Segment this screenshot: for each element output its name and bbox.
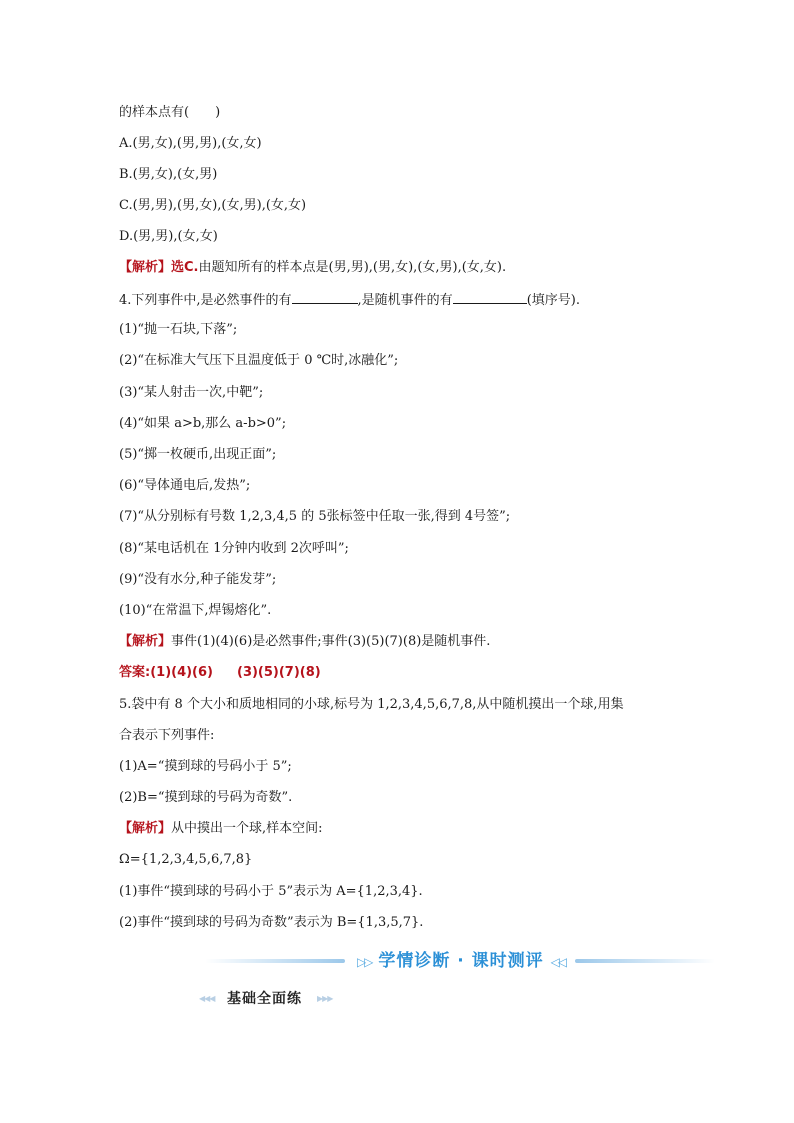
answer-random: (3)(5)(7)(8) xyxy=(237,665,321,680)
q4-stem-part-b: ,是随机事件的有 xyxy=(357,293,453,308)
banner-left-bar xyxy=(205,959,345,963)
q4-item-3: (3)“某人射击一次,中靶”; xyxy=(119,385,264,400)
q4-stem xyxy=(119,290,580,310)
q4-item-1: (1)“抛一石块,下落”; xyxy=(119,322,238,337)
analysis-text: 从中摸出一个球,样本空间: xyxy=(171,821,323,836)
section-banner xyxy=(205,948,715,974)
answer-blank-2 xyxy=(453,290,527,304)
q3-option-c: C.(男,男),(男,女),(女,男),(女,女) xyxy=(119,198,307,213)
q5-stem-line-2: 合表示下列事件: xyxy=(119,728,215,743)
analysis-choice: 选C. xyxy=(171,260,199,275)
double-arrow-left-icon: ◁◁ xyxy=(550,955,566,969)
q4-analysis xyxy=(119,633,490,651)
q5-item-1: (1)A=“摸到球的号码小于 5”; xyxy=(119,759,292,774)
arrows-left-icon: ◀◀◀ xyxy=(199,994,215,1003)
banner-right-bar xyxy=(575,959,715,963)
q5-item-2: (2)B=“摸到球的号码为奇数”. xyxy=(119,790,293,805)
q3-option-d: D.(男,男),(女,女) xyxy=(119,229,218,244)
q5-omega: Ω={1,2,3,4,5,6,7,8} xyxy=(119,852,253,867)
q5-result-2: (2)事件“摸到球的号码为奇数”表示为 B={1,3,5,7}. xyxy=(119,915,424,930)
q4-item-7: (7)“从分别标有号数 1,2,3,4,5 的 5张标签中任取一张,得到 4号签”; xyxy=(119,509,511,524)
double-arrow-right-icon: ▷▷ xyxy=(356,955,372,969)
section-subtitle xyxy=(197,988,357,1010)
banner-title xyxy=(351,948,571,975)
q4-item-5: (5)“掷一枚硬币,出现正面”; xyxy=(119,447,277,462)
q4-item-8: (8)“某电话机在 1分钟内收到 2次呼叫”; xyxy=(119,541,349,556)
answer-blank-1 xyxy=(292,290,358,304)
analysis-text: 事件(1)(4)(6)是必然事件;事件(3)(5)(7)(8)是随机事件. xyxy=(171,634,491,649)
banner-title-text: 学情诊断 · 课时测评 xyxy=(378,951,544,971)
q5-result-1: (1)事件“摸到球的号码小于 5”表示为 A={1,2,3,4}. xyxy=(119,884,423,899)
q5-analysis xyxy=(119,820,323,838)
analysis-tag: 【解析】 xyxy=(119,634,172,649)
q4-item-6: (6)“导体通电后,发热”; xyxy=(119,478,251,493)
analysis-text: 由题知所有的样本点是(男,男),(男,女),(女,男),(女,女). xyxy=(198,260,507,275)
answer-label: 答案: xyxy=(119,665,151,680)
analysis-tag: 【解析】 xyxy=(119,260,172,275)
q3-analysis xyxy=(119,259,506,277)
q4-item-10: (10)“在常温下,焊锡熔化”. xyxy=(119,603,272,618)
q3-option-a: A.(男,女),(男,男),(女,女) xyxy=(119,136,262,151)
q4-item-9: (9)“没有水分,种子能发芽”; xyxy=(119,572,277,587)
q4-item-2: (2)“在标准大气压下且温度低于 0 ℃时,冰融化”; xyxy=(119,353,399,368)
answer-necessary: (1)(4)(6) xyxy=(150,665,213,680)
q4-stem-part-a: 4.下列事件中,是必然事件的有 xyxy=(119,293,292,308)
q5-stem-line-1: 5.袋中有 8 个大小和质地相同的小球,标号为 1,2,3,4,5,6,7,8,从中随机摸出一个球,用集 xyxy=(119,697,624,712)
subtitle-text: 基础全面练 xyxy=(227,991,302,1007)
q4-item-4: (4)“如果 a>b,那么 a-b>0”; xyxy=(119,416,287,431)
q3-stem-tail: 的样本点有( ) xyxy=(119,105,221,120)
analysis-tag: 【解析】 xyxy=(119,821,172,836)
q4-stem-part-c: (填序号). xyxy=(526,293,580,308)
q4-answer xyxy=(119,664,321,682)
arrows-right-icon: ▶▶▶ xyxy=(317,994,333,1003)
q3-option-b: B.(男,女),(女,男) xyxy=(119,167,218,182)
